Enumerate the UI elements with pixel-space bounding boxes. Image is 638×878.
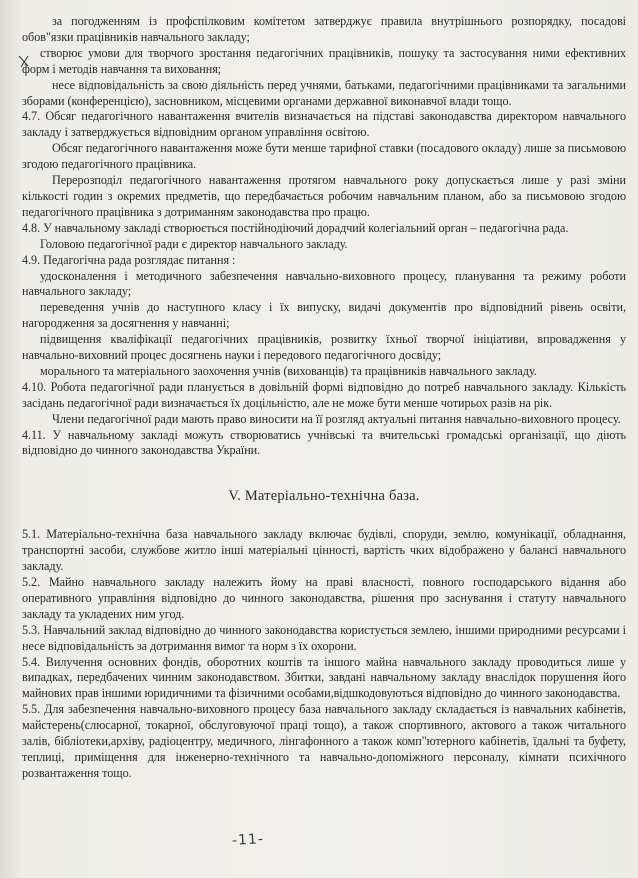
list-item: переведення учнів до наступного класу і їх випуску, видачі документів про відповідний рівень освіти, нагородження за досягнення у навчанні; (22, 300, 626, 331)
clause-5-5: 5.5. Для забезпечення навчально-виховного процесу база навчального закладу складається із навчальних кабінетів, майстерень(слюсарної, токарної, обслуговуючої праці тощо), а також спортивного, актового а також читального залів, бібліотеки,архіву, радіоцентру, медичного, лінгафонного а також комп"ютерного кабінетів, їдальні та буфету, теплиці, приміщення для інженерно-технічного та навчально-допоміжного персоналу, кімнати психічного розвантаження тощо. (22, 702, 626, 780)
list-item: підвищення кваліфікації педагогічних працівників, розвитку їхньої творчої ініціативи, впровадження у навчально-виховний процес досягнень науки і передового педагогічного досвіду; (22, 332, 626, 363)
clause-4-9: 4.9. Педагогічна рада розглядає питання : (22, 252, 236, 267)
clause-5-1: 5.1. Матеріально-технічна база навчального закладу включає будівлі, споруди, землю, комунікації, обладнання, транспортні засоби, службове житло інші матеріальні цінності, вартість чких відображено у балансі навчального закладу. (22, 527, 626, 574)
list-item: удосконалення і методичного забезпечення навчально-виховного процесу, планування та режиму роботи навчального закладу; (22, 268, 626, 299)
list-item: морального та матеріального заохочення учнів (вихованців) та працівників навчального закладу. (40, 363, 537, 378)
paragraph: за погодженням із профспілковим комітетом затверджує правила внутрішнього розпорядку, посадові обов"язки працівників навчального закладу; (22, 14, 626, 44)
clause-4-8: 4.8. У навчальному закладі створюється постійнодіючий дорадчий колегіальний орган – педагогічна рада. (22, 220, 569, 235)
paragraph: несе відповідальність за свою діяльність перед учнями, батьками, педагогічними працівниками та загальними зборами (конференцією), засновником, місцевими органами державної виконавчої влади тощо. (22, 77, 626, 108)
clause-5-2: 5.2. Майно навчального закладу належить йому на праві власності, повного господарського відання або оперативного управління відповідно до чинного законодавства, рішення про заснування і статуту навчального закладу та укладених ним угод. (22, 575, 626, 621)
clause-4-11: 4.11. У навчальному закладі можуть створюватись учнівські та вчительські громадські організації, що діють відповідно до чинного законодавства України. (22, 427, 626, 458)
page-number: -11- (231, 831, 265, 849)
clause-4-10: 4.10. Робота педагогічної ради планується в довільній формі відповідно до потреб навчального закладу. Кількість засідань педагогічної ради визначається їх доцільністю, але не може бути менше чотирьох разів на рік. (22, 379, 626, 410)
clause-4-7: 4.7. Обсяг педагогічного навантаження вчителів визначається на підставі законодавства директором навчального закладу і затверджується відповідним органом управління освітою. (22, 109, 626, 140)
paragraph: Обсяг педагогічного навантаження може бути менше тарифної ставки (посадового окладу) лише за письмовою згодою педагогічного працівника. (22, 141, 626, 172)
clause-5-4: 5.4. Вилучення основних фондів, оборотних коштів та іншого майна навчального закладу проводиться лише у випадках, передбачених чинним законодавством. Збитки, завдані навчальному закладу внаслідок порушення його майнових прав іншими юридичними та фізичними особами,відшкодовуються відповідно до чинного законодавства. (22, 654, 626, 701)
paragraph: Члени педагогічної ради мають право виносити на її розгляд актуальні питання навчально-виховного процесу. (52, 411, 621, 426)
clause-5-3: 5.3. Навчальний заклад відповідно до чинного законодавства користується землею, іншими природними ресурсами і несе відповідальність за дотримання вимог та норм з їх охорони. (22, 622, 626, 653)
paragraph: створює умови для творчого зростання педагогічних працівників, пошуку та застосування ними ефективних форм і методів навчання та виховання; (22, 45, 626, 76)
section-heading: V. Матеріально-технічна база. (228, 488, 420, 505)
paragraph: Головою педагогічної ради є директор навчального закладу. (40, 236, 348, 251)
document-body (22, 14, 626, 782)
paragraph: Перерозподіл педагогічного навантаження протягом навчального року допускається лише у разі зміни кількості годин з окремих предметів, що передбачається робочим навчальним планом, або за письмовою згодою педагогічного працівника з дотриманням законодавства про працю. (22, 173, 626, 219)
